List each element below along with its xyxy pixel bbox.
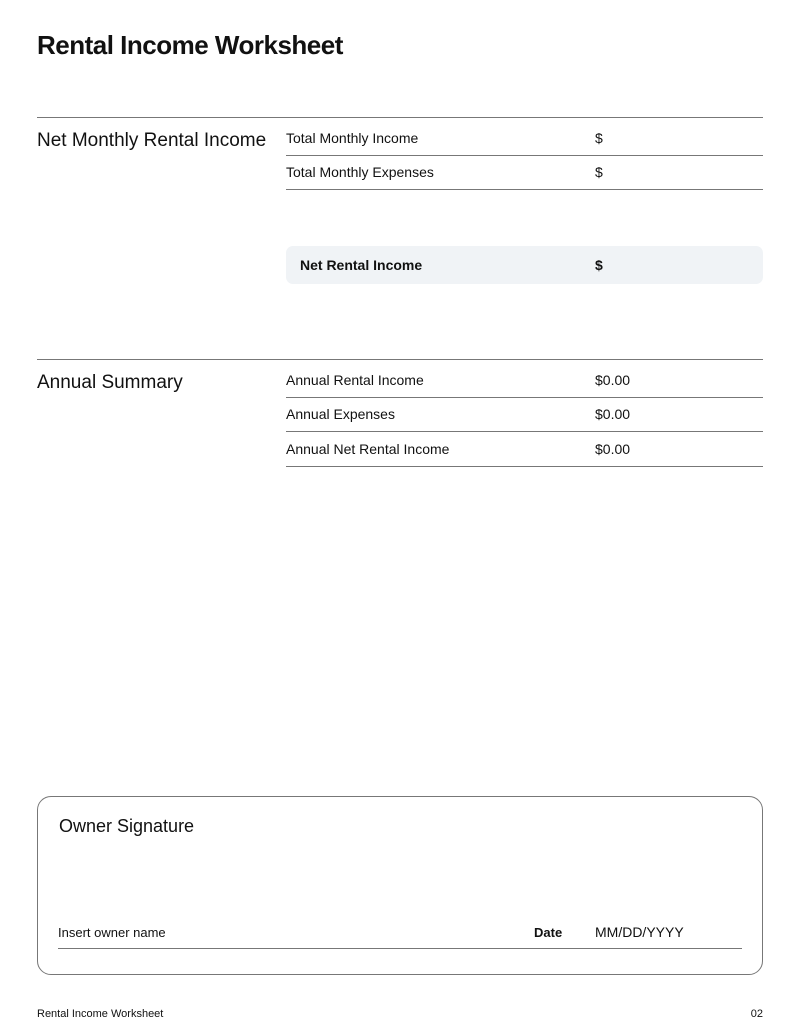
signature-box (37, 796, 763, 975)
page-title: Rental Income Worksheet (37, 30, 343, 60)
total-monthly-income-field[interactable]: $ (595, 129, 603, 146)
total-monthly-expenses-field[interactable]: $ (595, 164, 603, 181)
section-heading-annual: Annual Summary (37, 372, 183, 393)
row-value: $0.00 (595, 440, 631, 457)
monthly-table (286, 121, 763, 190)
divider (37, 359, 763, 360)
row-value: $0.00 (595, 371, 631, 388)
table-row (286, 363, 763, 398)
page-number: 02 (750, 1008, 763, 1020)
annual-table (286, 363, 763, 467)
row-value: $0.00 (595, 406, 631, 423)
section-heading-monthly: Net Monthly Rental Income (37, 130, 267, 151)
date-label: Date (534, 925, 563, 940)
table-row (286, 156, 763, 191)
net-label: Net Rental Income (300, 257, 423, 273)
signature-line (58, 948, 742, 949)
table-row (286, 432, 763, 467)
footer-title: Rental Income Worksheet (37, 1008, 164, 1020)
owner-name-field[interactable]: Insert owner name (58, 925, 166, 940)
row-label: Annual Net Rental Income (286, 440, 450, 457)
net-rental-income-box (286, 246, 763, 284)
row-label: Annual Expenses (286, 406, 395, 423)
table-row (286, 398, 763, 433)
divider (37, 117, 763, 118)
net-rental-income-field[interactable]: $ (595, 257, 603, 273)
signature-heading: Owner Signature (59, 816, 195, 836)
row-label: Total Monthly Expenses (286, 164, 434, 181)
date-field[interactable]: MM/DD/YYYY (595, 924, 684, 940)
row-label: Total Monthly Income (286, 129, 419, 146)
table-row (286, 121, 763, 156)
row-label: Annual Rental Income (286, 371, 424, 388)
